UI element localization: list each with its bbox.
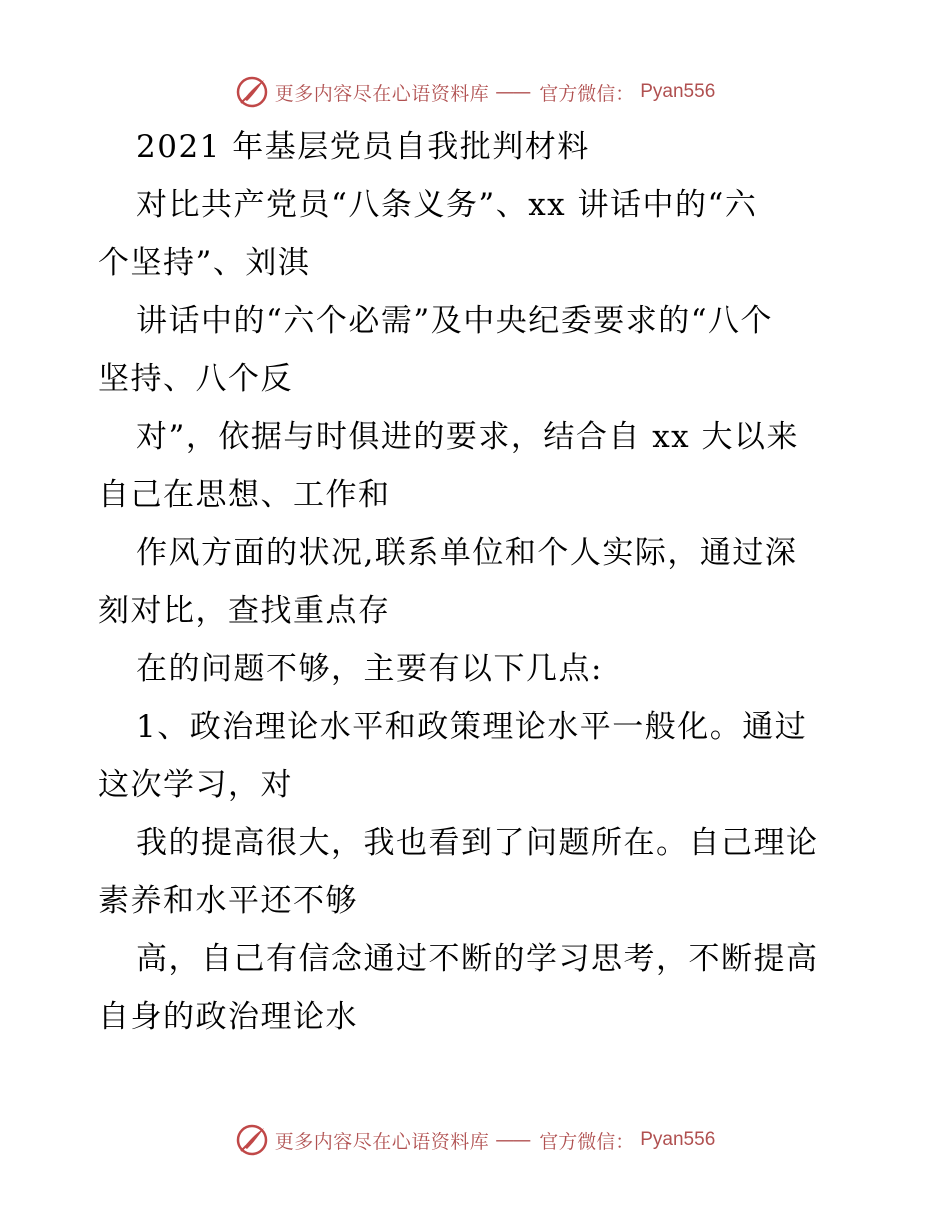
paragraph-line: 个坚持”、刘淇 xyxy=(98,245,311,281)
paragraph-line: 这次学习，对 xyxy=(98,767,293,803)
banner-dash: —— xyxy=(495,81,530,103)
paragraph-line: 我的提高很大，我也看到了问题所在。自己理论 xyxy=(136,825,819,861)
banner-site-name: 更多内容尽在心语资料库 xyxy=(274,82,490,105)
paragraph-line: 高，自己有信念通过不断的学习思考，不断提高 xyxy=(136,941,819,977)
footer-watermark-banner xyxy=(0,1120,950,1160)
banner-wechat-account: Pyan556 xyxy=(640,81,716,102)
banner-site-name: 更多内容尽在心语资料库 xyxy=(274,1130,490,1153)
paragraph-line: 在的问题不够，主要有以下几点: xyxy=(136,651,603,687)
document-body xyxy=(98,118,858,1046)
paragraph-line: 刻对比，查找重点存 xyxy=(98,593,391,629)
paragraph-line: 对比共产党员“八条义务”、xx 讲话中的“六 xyxy=(136,187,758,223)
paragraph-line: 坚持、八个反 xyxy=(98,361,293,397)
quill-pen-logo-icon xyxy=(235,75,269,109)
paragraph-line: 自身的政治理论水 xyxy=(98,999,358,1035)
paragraph-line: 作风方面的状况,联系单位和个人实际，通过深 xyxy=(136,535,798,571)
quill-pen-logo-icon xyxy=(235,1123,269,1157)
banner-dash: —— xyxy=(495,1129,530,1151)
paragraph-line: 对”，依据与时俱进的要求，结合自 xx 大以来 xyxy=(136,419,800,455)
paragraph-line: 自己在思想、工作和 xyxy=(98,477,391,513)
header-watermark-banner xyxy=(0,72,950,112)
banner-wechat-account: Pyan556 xyxy=(640,1129,716,1150)
document-title: 2021 年基层党员自我批判材料 xyxy=(136,129,590,165)
banner-wechat-label: 官方微信： xyxy=(539,1130,635,1153)
banner-wechat-label: 官方微信： xyxy=(539,82,635,105)
paragraph-line: 素养和水平还不够 xyxy=(98,883,358,919)
paragraph-line: 讲话中的“六个必需”及中央纪委要求的“八个 xyxy=(136,303,774,339)
paragraph-line: 1、政治理论水平和政策理论水平一般化。通过 xyxy=(136,709,808,745)
